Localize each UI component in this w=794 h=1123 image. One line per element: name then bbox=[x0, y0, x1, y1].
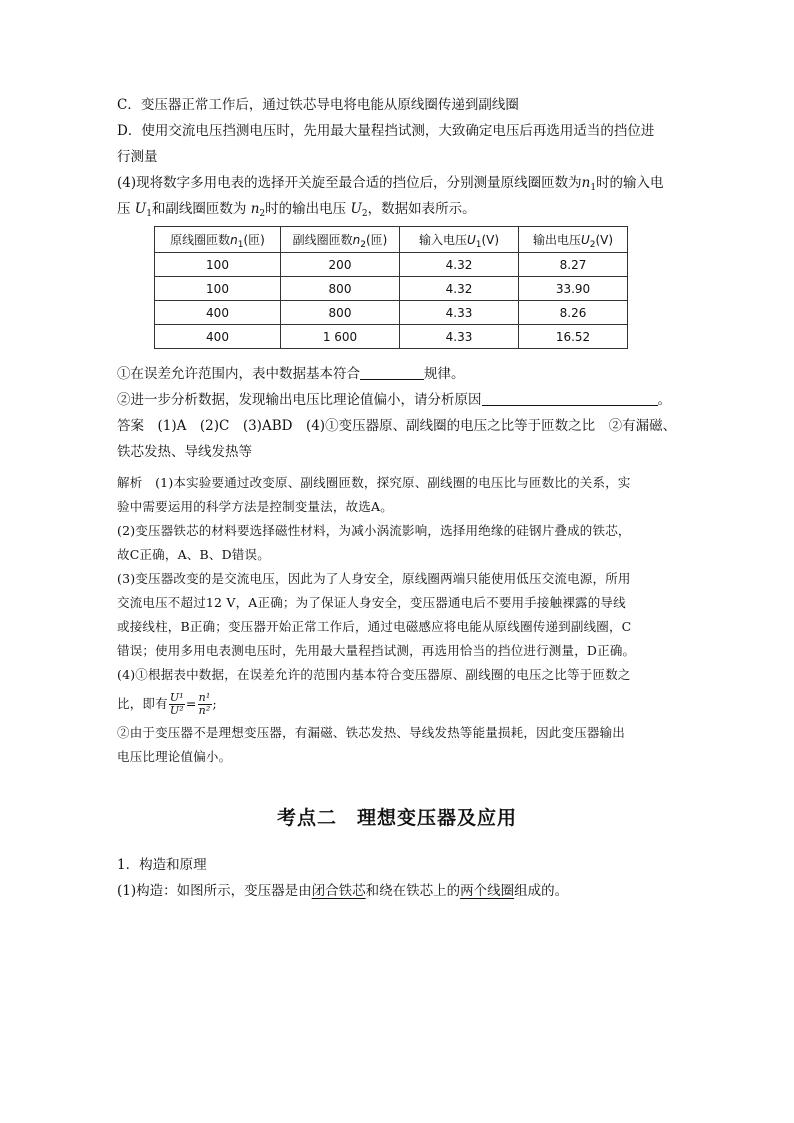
table-header-cell: 输入电压$U_1(V)$ bbox=[400, 227, 519, 253]
analysis-p4-l2: 比，即有 $\frac{\text{U¹}}{\text{U²}}$ = $\frac{\text{n¹}}{\text{n²}}$ ; bbox=[117, 691, 217, 717]
table-cell: 400 bbox=[155, 301, 281, 325]
table-header-cell: 副线圈匝数$n_2$(匝) bbox=[281, 227, 400, 253]
table-header-row bbox=[155, 227, 628, 253]
table-row bbox=[155, 277, 628, 301]
document-page bbox=[117, 92, 677, 904]
sub-question-2: ②进一步分析数据，发现输出电压比理论值偏小，请分析原因 。 bbox=[117, 392, 671, 408]
answer-line1: 答案 (1)A (2)C (3)ABD (4)①变压器原、副线圈的电压之比等于匝数之比 ②有漏磁、 bbox=[117, 418, 677, 434]
voltage-ratio: $\frac{\text{U¹}}{\text{U²}}$ bbox=[169, 691, 184, 717]
table-cell: 800 bbox=[281, 277, 400, 301]
table-cell: 800 bbox=[281, 301, 400, 325]
analysis-p5-l1: ②由于变压器不是理想变压器，有漏磁、铁芯发热、导线发热等能量损耗，因此变压器输出 bbox=[117, 725, 626, 740]
table-row bbox=[155, 253, 628, 277]
analysis-block bbox=[117, 471, 677, 769]
table-cell: 33.90 bbox=[519, 277, 628, 301]
table-header-cell: 原线圈匝数$n_1$(匝) bbox=[155, 227, 281, 253]
analysis-p2-l1: (2)变压器铁芯的材料要选择磁性材料，为减小涡流影响，选择用绝缘的硅钢片叠成的铁芯， bbox=[117, 523, 631, 538]
data-table bbox=[154, 226, 628, 349]
analysis-p3-l1: (3)变压器改变的是交流电压，因此为了人身安全，原线圈两端只能使用低压交流电源，所用 bbox=[117, 571, 631, 586]
option-d-line2: 行测量 bbox=[117, 149, 158, 165]
question-4-line2: 压 $U_1$和副线圈匝数为 $n_2$时的输出电压 $U_2$，数据如表所示。 bbox=[117, 201, 476, 219]
section-title: 考点二 理想变压器及应用 bbox=[276, 807, 517, 829]
table-cell: 100 bbox=[155, 277, 281, 301]
table-cell: 4.33 bbox=[400, 325, 519, 349]
answer-line2: 铁芯发热、导线发热等 bbox=[117, 444, 252, 460]
answer-blank-1[interactable] bbox=[360, 365, 424, 380]
analysis-p4-l1: (4)①根据表中数据，在误差允许的范围内基本符合变压器原、副线圈的电压之比等于匝数之 bbox=[117, 667, 631, 682]
analysis-p5-l2: 电压比理论值偏小。 bbox=[117, 749, 232, 764]
question-4-line1: (4)现将数字多用电表的选择开关旋至最合适的挡位后，分别测量原线圈匝数为$n_1$时的输入电 bbox=[117, 175, 664, 193]
table-cell: 200 bbox=[281, 253, 400, 277]
analysis-p3-l3: 或接线柱，B正确；变压器开始正常工作后，通过电磁感应将电能从原线圈传递到副线圈，C bbox=[117, 619, 632, 634]
analysis-p3-l4: 错误；使用多用电表测电压时，先用最大量程挡试测，再选用恰当的挡位进行测量，D正确。 bbox=[117, 643, 636, 658]
content-item-1: 1．构造和原理 bbox=[117, 857, 207, 873]
table-cell: 400 bbox=[155, 325, 281, 349]
table-cell: 1 600 bbox=[281, 325, 400, 349]
content-item-1-1: (1)构造：如图所示，变压器是由闭合铁芯和绕在铁芯上的两个线圈组成的。 bbox=[117, 883, 569, 899]
table-cell: 4.32 bbox=[400, 277, 519, 301]
table-row bbox=[155, 325, 628, 349]
underlined-term-coils: 两个线圈 bbox=[460, 883, 515, 899]
table-cell: 16.52 bbox=[519, 325, 628, 349]
turns-ratio: $\frac{\text{n¹}}{\text{n²}}$ bbox=[198, 691, 211, 717]
answer-blank-2[interactable] bbox=[482, 391, 658, 406]
sub-question-1: ①在误差允许范围内，表中数据基本符合 规律。 bbox=[117, 366, 465, 382]
option-c: C．变压器正常工作后，通过铁芯导电将电能从原线圈传递到副线圈 bbox=[117, 97, 519, 113]
underlined-term-core: 闭合铁芯 bbox=[311, 883, 366, 899]
analysis-p3-l2: 交流电压不超过12 V，A正确；为了保证人身安全，变压器通电后不要用手接触裸露的导线 bbox=[117, 595, 626, 610]
table-row bbox=[155, 301, 628, 325]
table-cell: 100 bbox=[155, 253, 281, 277]
analysis-p1-l2: 验中需要运用的科学方法是控制变量法，故选A。 bbox=[117, 499, 393, 514]
table-cell: 8.26 bbox=[519, 301, 628, 325]
table-cell: 4.33 bbox=[400, 301, 519, 325]
table-header-cell: 输出电压$U_2(V)$ bbox=[519, 227, 628, 253]
table-cell: 4.32 bbox=[400, 253, 519, 277]
table-cell: 8.27 bbox=[519, 253, 628, 277]
option-d-line1: D．使用交流电压挡测电压时，先用最大量程挡试测，大致确定电压后再选用适当的挡位进 bbox=[117, 123, 655, 139]
analysis-p1-l1: 解析 (1)本实验要通过改变原、副线圈匝数，探究原、副线圈的电压比与匝数比的关系，实 bbox=[117, 475, 631, 490]
analysis-p2-l2: 故C正确，A、B、D错误。 bbox=[117, 547, 270, 562]
